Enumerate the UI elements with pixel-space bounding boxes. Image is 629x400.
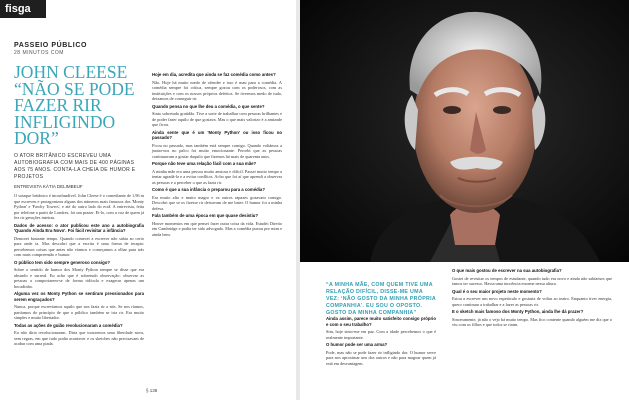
interview-question: E o sketch mais famoso dos Monty Python, ainda lhe dá prazer? bbox=[452, 309, 584, 314]
interview-question: Fala também de uma época em que quase desistiu? bbox=[152, 213, 259, 218]
headline-line: “NÃO SE PODE bbox=[14, 78, 135, 99]
page-number: § 138 bbox=[146, 388, 158, 393]
interview-answer: Pode, mas não se pode fazer rir infligindo dor. O humor serve para nos aproximar uns dos outros e não para magoar quem já está em desvantagem. bbox=[326, 349, 436, 366]
magazine-logo: fisga bbox=[0, 0, 46, 18]
interview-question: Todas as ações de guião revolucionaram a comédia? bbox=[14, 322, 123, 328]
author-credit: ENTREVISTA KÁTIA DELIMBEUF bbox=[14, 184, 83, 189]
interview-answer: Houve momentos em que pensei fazer outra coisa da vida. Estudei Direito em Cambridge e podia ter sido advogado. Mas a comédia puxou por mim e ainda bem. bbox=[152, 220, 282, 237]
headline bbox=[14, 64, 144, 147]
interview-question: Hoje em dia, acredita que ainda se faz comédia como antes? bbox=[152, 72, 276, 77]
standfirst: O ATOR BRITÂNICO ESCREVEU UMA AUTOBIOGRAFIA COM MAIS DE 400 PÁGINAS AOS 75 ANOS. CONTA-LA CHEIA DE HUMOR E PROJETOS bbox=[14, 153, 136, 180]
body-column-3 bbox=[326, 316, 436, 368]
interview-answer: Ficou no passado, mas também está sempre comigo. Quando voltámos a juntar-nos no palco foi muito emocionante. Percebi que as pessoas continuavam a gostar daquilo que fizemos há mais de quarenta anos. bbox=[152, 142, 282, 159]
body-column-1 bbox=[14, 193, 144, 349]
headline-line: JOHN CLEESE bbox=[14, 62, 128, 82]
interview-answer: Nunca, porque escrevíamos aquilo que nos fazia rir a nós. Se nos ríamos, partíamos do princípio de que o público também se iria rir. Era muito simples e muito libertador. bbox=[14, 304, 144, 320]
interview-answer: Gostei de revisitar os tempos de estudante, quando tudo era novo e ainda não sabíamos que íamos ter sucesso. Havia uma inocência enorme nessa altura. bbox=[452, 275, 612, 286]
interview-answer: Sinto sobretudo gratidão. Tive a sorte de trabalhar com pessoas brilhantes e de poder fazer aquilo de que gostava. Mas o que mais valorizo é a amizade que ficou. bbox=[152, 111, 282, 127]
interview-question: Quando pensa no que lhe deu a comédia, o que sente? bbox=[152, 103, 265, 109]
right-page bbox=[300, 0, 629, 400]
interview-question: Alguma vez os Monty Python se sentiram pressionados para serem engraçados? bbox=[14, 291, 144, 302]
headline-line: DOR” bbox=[14, 128, 59, 148]
interview-answer: Sinceramente, já não o vejo há muito tempo. Mas fico contente quando alguém me diz que o viu com os filhos e que todos se riram. bbox=[452, 316, 612, 327]
interview-answer: O sotaque britânico é inconfundível. John Cleese é o comediante de 1,96 m que escreveu e protagonizou alguns dos números mais famosos dos 'Monty Python' e 'Fawlty Towers', e até do outro lado do ecrã. A entrevista, feita por telefone a partir de Londres, foi um prazer. Ei-lo, com a voz de quem já fez rir gerações inteiras. bbox=[14, 193, 144, 220]
interview-question: Porque não teve uma relação fácil com a sua mãe? bbox=[152, 161, 257, 166]
section-title: PASSEIO PÚBLICO bbox=[14, 42, 88, 49]
interview-question: O público tem sido sempre generoso consigo? bbox=[14, 259, 110, 265]
pull-quote: “A MINHA MÃE, COM QUEM TIVE UMA RELAÇÃO DIFÍCIL, DISSE-ME UMA VEZ: ‘NÃO GOSTO DA MINHA PRÓPRIA COMPANHIA’. EU SOU O OPOSTO. GOSTO DA MINHA COMPANHIA” bbox=[326, 282, 436, 316]
headline-line: INFLIGINDO bbox=[14, 111, 116, 132]
left-page bbox=[0, 0, 296, 400]
interview-question: O que mais gostou de escrever na sua autobiografia? bbox=[452, 268, 562, 273]
portrait-illustration bbox=[300, 0, 629, 262]
interview-answer: Estou a escrever um novo espetáculo e gostaria de voltar ao teatro. Enquanto tiver energia, quero continuar a trabalhar e a fazer as pessoas rir. bbox=[452, 296, 612, 307]
interview-question: Qual é o seu maior projeto neste momento? bbox=[452, 288, 542, 294]
section-subtitle: 28 MINUTOS COM bbox=[14, 50, 64, 56]
interview-question: Dados de acesso: o ator publicou este ano a autobiografia 'Quando Ainda Era Novo'. Foi fácil revisitar a infância? bbox=[14, 222, 144, 233]
interview-question: Ainda assim, parece muito satisfeito consigo próprio e com o seu trabalho? bbox=[326, 316, 436, 327]
body-column-2 bbox=[152, 72, 282, 239]
interview-question: Ainda sente que é um 'Monty Python' ou isso ficou no passado? bbox=[152, 129, 282, 140]
interview-answer: Sim, hoje sinto-me em paz. Com a idade percebemos o que é realmente importante. bbox=[326, 329, 436, 340]
interview-answer: Demorei bastante tempo. Quando comecei a escrever não sabia ao certo para onde ia. Mas descobri que a escrita é uma forma de terapia: percebemos coisas que antes não víamos e começamos a olhar para trás com mais compreensão e humor. bbox=[14, 235, 144, 257]
interview-question: O humor pode ser uma arma? bbox=[326, 342, 388, 347]
interview-question: Como é que a sua infância o preparou para a comédia? bbox=[152, 187, 265, 192]
body-column-4 bbox=[452, 268, 612, 330]
interview-answer: Não. Hoje há muito medo de ofender e isso é mau para a comédia. A comédia sempre foi crítica, sempre gozou com os poderosos, com as instituições e com os nossos próprios defeitos. Se tivermos medo de tudo, deixamos de conseguir rir. bbox=[152, 79, 282, 101]
interview-answer: Eu não diria revolucionaram. Diria que trouxemos uma liberdade nova, sem regras, em que tudo podia acontecer e os sketches não precisavam de acabar com uma piada. bbox=[14, 330, 144, 346]
interview-answer: Era muito alto e muito magro e os outros rapazes gozavam comigo. Descobri que se os fizesse rir deixavam de me bater. O humor foi a minha defesa. bbox=[152, 194, 282, 211]
headline-line: FAZER RIR bbox=[14, 95, 102, 115]
portrait-photo bbox=[300, 0, 629, 262]
interview-answer: Sobre o sentido de humor dos Monty Python sempre se disse que era absurdo e surreal. Eu acho que é sobretudo observação: observar as pessoas a comportarem-se de forma ridícula e exagerar apenas um bocadinho. bbox=[14, 267, 144, 289]
interview-answer: A minha mãe era uma pessoa muito ansiosa e difícil. Passei muito tempo a tentar agradá-la e a evitar conflitos. Acho que foi aí que aprendi a observar as pessoas e a perceber o que as fazia rir. bbox=[152, 168, 282, 185]
